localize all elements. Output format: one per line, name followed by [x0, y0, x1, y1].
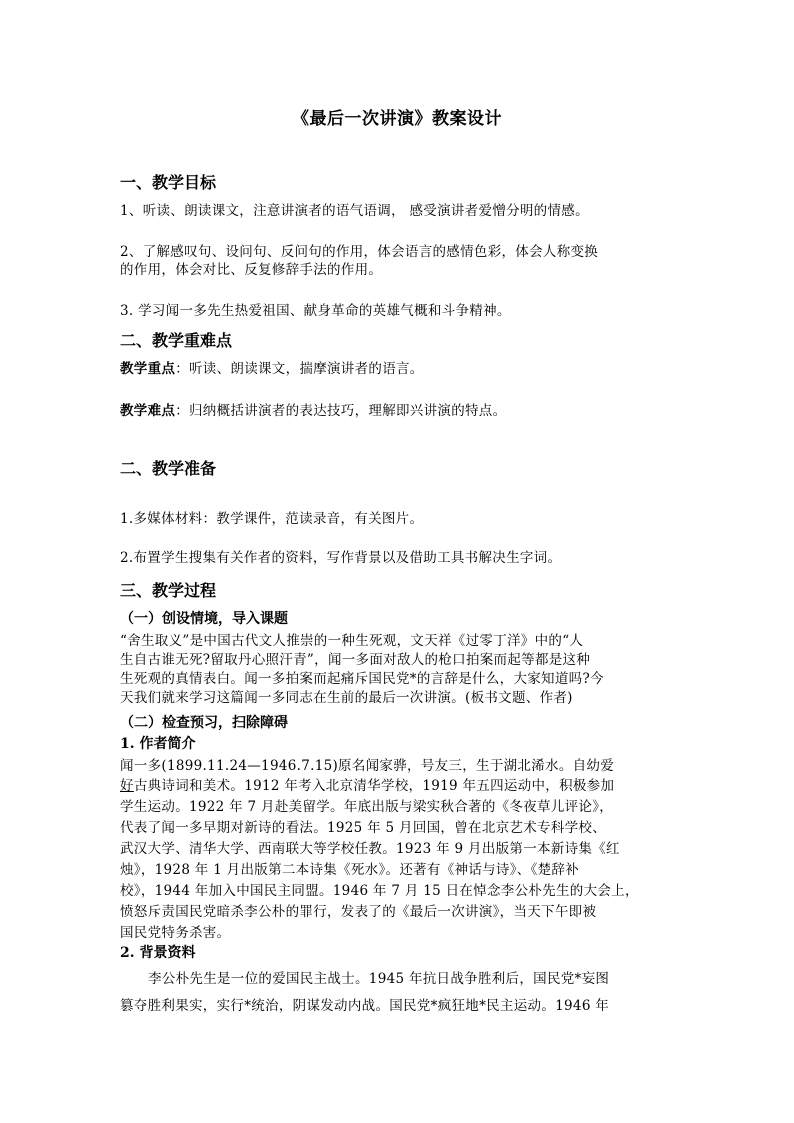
section-heading-preparation: 二、教学准备 [120, 459, 217, 478]
objective-item-3: 3. 学习闻一多先生热爱祖国、献身革命的英雄气概和斗争精神。 [120, 303, 511, 319]
background-line-1: 李公朴先生是一位的爱国民主战士。1945 年抗日战争胜利后，国民党*妄图 [148, 971, 610, 987]
bio-line-6: 烛》，1928 年 1 月出版第二本诗集《死水》。还著有《神话与诗》、《楚辞补 [120, 862, 580, 878]
bio-line-2-text: 古典诗词和美术。1912 年考入北京清华学校，1919 年五四运动中，积极参加 [133, 778, 615, 794]
intro-line-2: 生自古谁无死?留取丹心照汗青”，闻一多面对敌人的枪口拍案而起等都是这种 [120, 652, 591, 668]
intro-line-4: 天我们就来学习这篇闻一多同志在生前的最后一次讲演。(板书文题、作者) [120, 690, 573, 706]
intro-line-1: “舍生取义”是中国古代文人推崇的一种生死观，文天祥《过零丁洋》中的“人 [120, 633, 584, 649]
section-heading-objectives: 一、教学目标 [120, 173, 217, 192]
bio-line-5: 武汉大学、清华大学、西南联大等学校任教。1923 年 9 月出版第一本新诗集《红 [120, 841, 620, 857]
difficulty-paragraph [120, 399, 506, 419]
preparation-item-1: 1.多媒体材料：教学课件，范读录音，有关图片。 [120, 511, 424, 527]
bio-line-8: 愤怒斥责国民党暗杀李公朴的罪行，发表了的《最后一次讲演》，当天下午即被 [120, 904, 597, 920]
focus-text: ：听读、朗读课文，揣摩演讲者的语言。 [175, 361, 424, 377]
bio-line-1: 闻一多(1899.11.24—1946.7.15)原名闻家骅，号友三，生于湖北浠水。自幼爱 [120, 758, 615, 774]
focus-label: 教学重点 [120, 361, 176, 377]
author-heading: 1. 作者简介 [120, 736, 196, 752]
bio-line-4: 代表了闻一多早期对新诗的看法。1925 年 5 月回国，曾在北京艺术专科学校、 [120, 820, 607, 836]
bio-underlined-char: 好 [120, 778, 134, 794]
subsection-heading-preview: （二）检查预习，扫除障碍 [120, 715, 288, 731]
difficulty-text: ：归纳概括讲演者的表达技巧，理解即兴讲演的特点。 [175, 403, 507, 419]
background-line-2: 篡夺胜利果实，实行*统治，阴谋发动内战。国民党*疯狂地*民主运动。1946 年 [120, 998, 610, 1014]
background-heading: 2. 背景资料 [120, 945, 196, 961]
bio-line-7: 校》，1944 年加入中国民主同盟。1946 年 7 月 15 日在悼念李公朴先生的大会上， [120, 883, 639, 899]
section-heading-key-points: 二、教学重难点 [120, 331, 233, 350]
focus-paragraph [120, 357, 424, 377]
objective-item-2-line-2: 的作用，体会对比、反复修辞手法的作用。 [120, 262, 383, 278]
preparation-item-2: 2.布置学生搜集有关作者的资料，写作背景以及借助工具书解决生字词。 [120, 550, 562, 566]
objective-item-1: 1、听读、朗读课文，注意讲演者的语气语调， 感受演讲者爱憎分明的情感。 [120, 203, 589, 219]
subsection-heading-intro: （一）创设情境，导入课题 [120, 611, 288, 627]
difficulty-label: 教学难点 [120, 403, 176, 419]
intro-line-3: 生死观的真情表白。闻一多拍案而起痛斥国民党*的言辞是什么，大家知道吗?今 [120, 671, 604, 687]
page-title: 《最后一次讲演》教案设计 [292, 109, 502, 129]
bio-line-2 [120, 774, 614, 794]
bio-line-9: 国民党特务杀害。 [120, 925, 231, 941]
bio-line-3: 学生运动。1922 年 7 月赴美留学。年底出版与梁实秋合著的《冬夜草儿评论》， [120, 799, 614, 815]
objective-item-2-line-1: 2、了解感叹句、设问句、反问句的作用，体会语言的感情色彩，体会人称变换 [120, 244, 599, 260]
section-heading-process: 三、教学过程 [120, 581, 217, 600]
